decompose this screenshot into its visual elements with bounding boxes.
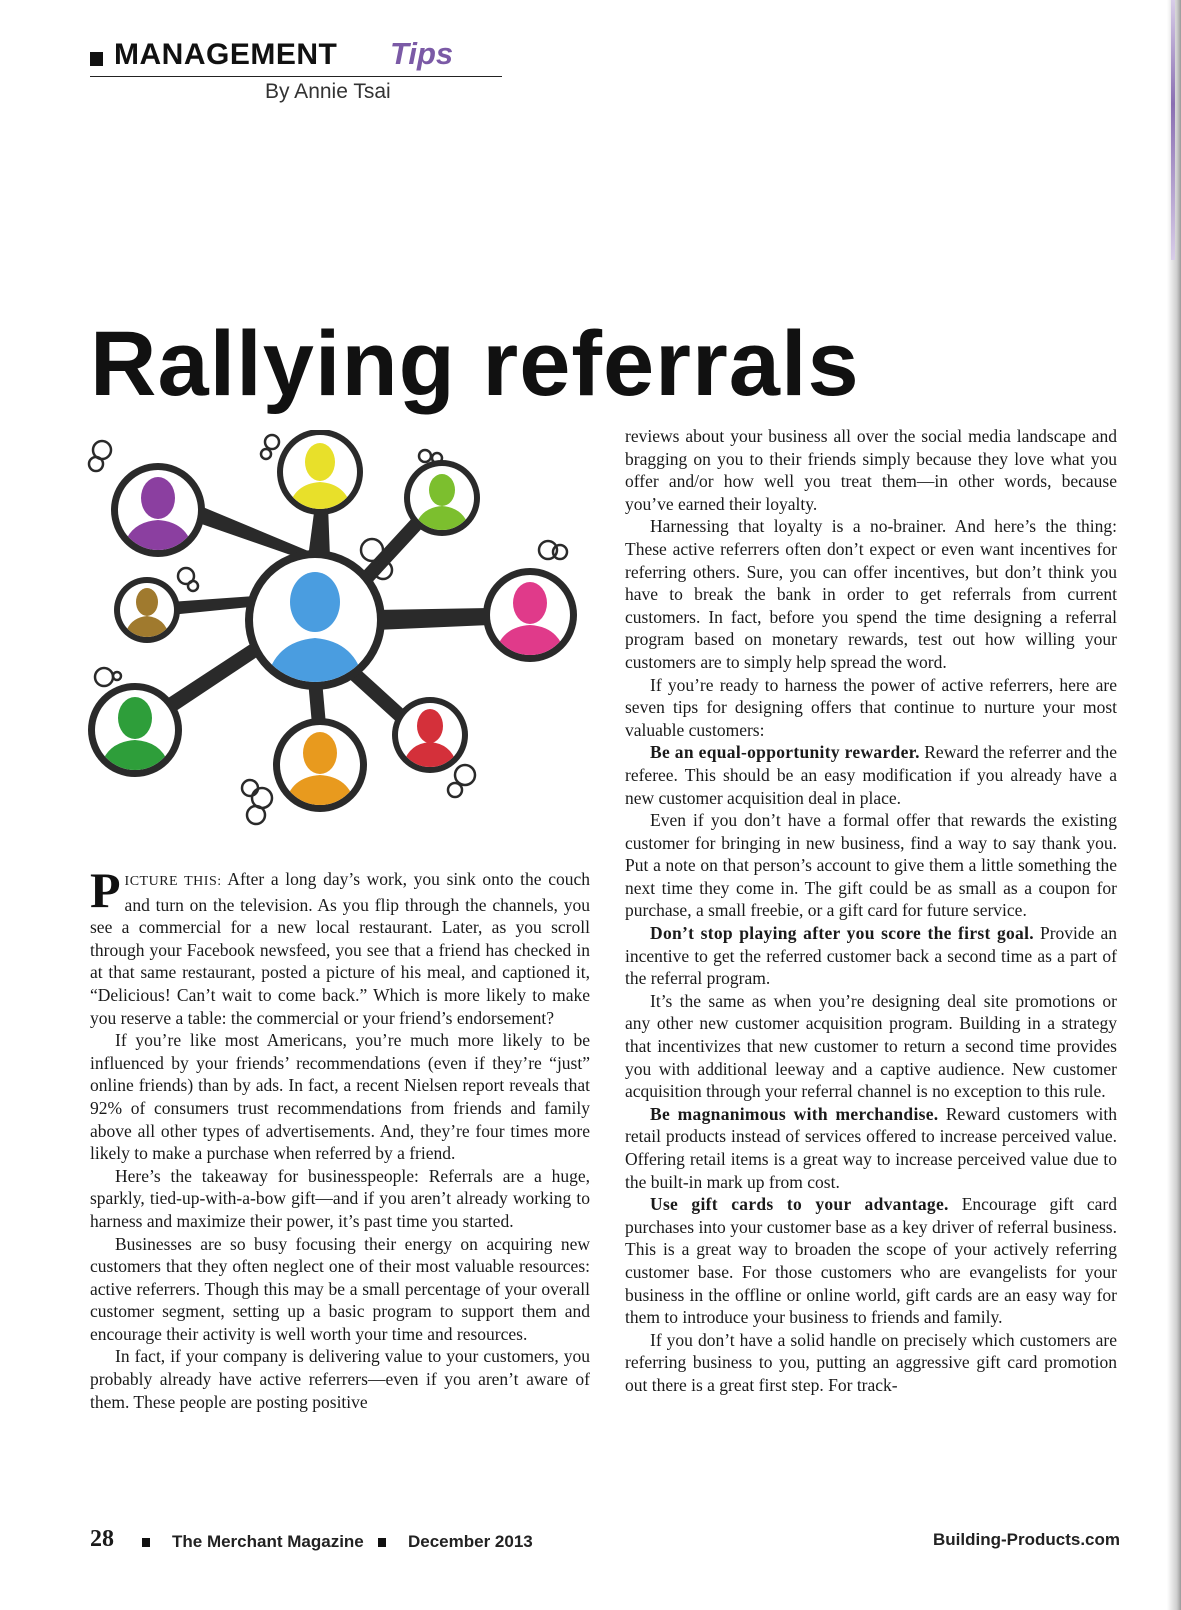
article-paragraph: It’s the same as when you’re designing deal site promotions or any other new customer acquisition program. Building in a strategy that incentivizes that new customer to return a second time provides you with additional leeway and a captive audience. New customer acquisition through your referral channel is no exception to this rule. — [625, 990, 1117, 1102]
avatar-brown-icon — [114, 577, 180, 643]
page-footer — [90, 1526, 1120, 1560]
article-headline: Rallying referrals — [90, 313, 860, 415]
article-paragraph: Businesses are so busy focusing their energy on acquiring new customers that they often neglect one of their most valuable resources: active referrers. Though this may be a small percentage of your overall customer segment, setting up a basic program to support them and encourage their activity is well worth your time and resources. — [90, 1233, 590, 1344]
tip-body: Provide an incentive to get the referred customer back a second time as a part of the referral program. — [625, 923, 1117, 989]
footer-bullet-square — [378, 1538, 386, 1547]
tip-body: Reward customers with retail products instead of services offered to increase perceived value. Offering retail items is a great way to increase perceived value due to the built-in mark up from cost. — [625, 1103, 1117, 1192]
avatar-center-blue-icon — [245, 550, 385, 690]
person-network-illustration — [80, 430, 595, 850]
article-paragraph: If you’re like most Americans, you’re much more likely to be influenced by your friends’ recommendations (even if they’re “just” online friends) than by ads. In fact, a recent Nielsen report reveals that 92% of consumers trust recommendations from friends and family above all other types of advertisements. And, they’re four times more likely to make a purchase when referred by a friend. — [90, 1030, 590, 1164]
page-number: 28 — [90, 1526, 114, 1552]
article-paragraph — [90, 862, 590, 1029]
article-column-left — [90, 862, 590, 1413]
tip-heading: Be an equal-opportunity rewarder. — [650, 742, 920, 763]
article-paragraph: In fact, if your company is delivering value to your customers, you probably already have active referrers—even if you aren’t aware of them. These people are posting positive — [90, 1346, 590, 1412]
byline: By Annie Tsai — [265, 80, 391, 103]
article-column-right — [625, 425, 1117, 1397]
tip-paragraph — [625, 922, 1117, 990]
avatar-purple-icon — [111, 463, 205, 557]
header-bullet-square — [90, 52, 103, 66]
section-header — [90, 38, 502, 77]
tip-heading: Use gift cards to your advantage. — [650, 1194, 949, 1215]
avatar-red-icon — [392, 697, 468, 773]
article-paragraph: Even if you don’t have a formal offer that rewards the existing customer for bringing in new business, find a way to say thank you. Put a note on that person’s account to give them a little something the next time they come in. The gift could be as small as a coupon for purchase, a small freebie, or a gift card for future service. — [625, 810, 1117, 921]
article-paragraph: reviews about your business all over the social media landscape and bragging on you to their friends simply because they love what you offer and/or how well you treat them—in other words, because you’ve earned their loyalty. — [625, 426, 1117, 514]
avatar-green-icon — [404, 460, 480, 536]
section-subtitle-tips: Tips — [390, 36, 454, 71]
drop-cap: P — [90, 862, 121, 918]
tip-body: Reward the referrer and the referee. This should be an easy modification if you already have a new customer acquisition deal in place. — [625, 742, 1118, 808]
footer-bullet-square — [142, 1538, 150, 1547]
article-paragraph: If you’re ready to harness the power of active referrers, here are seven tips for designing offers that continue to nurture your most valuable customers: — [625, 674, 1117, 740]
tip-heading: Be magnanimous with merchandise. — [650, 1103, 939, 1124]
avatar-pink-icon — [483, 568, 577, 662]
paragraph-text: After a long day’s work, you sink onto the couch and turn on the television. As you flip through the channels, you see a commercial for a new local restaurant. Later, as you scroll through your Facebook newsfeed, you see that a friend has checked in at that same restaurant, posted a picture of his meal, and captioned it, “Delicious! Can’t wait to come back.” Which is more likely to make you reserve a table: the commercial or your friend’s endorsement? — [90, 869, 590, 1028]
avatar-yellow-icon — [277, 430, 363, 515]
page-edge-accent — [1171, 0, 1175, 260]
avatar-dark-green-icon — [88, 683, 182, 777]
lead-in: ICTURE THIS: — [124, 874, 222, 889]
article-paragraph: If you don’t have a solid handle on precisely which customers are referring business to you, putting an aggressive gift card promotion out there is a great first step. For track- — [625, 1329, 1117, 1395]
tip-paragraph — [625, 741, 1117, 809]
tip-paragraph — [625, 1103, 1117, 1193]
tip-paragraph — [625, 1193, 1117, 1329]
section-title: MANAGEMENT — [114, 38, 338, 71]
tip-heading: Don’t stop playing after you score the first goal. — [650, 923, 1034, 944]
article-paragraph: Here’s the takeaway for businesspeople: Referrals are a huge, sparkly, tied-up-with-a-bow gift—and if you aren’t already working to harness and maximize their power, it’s past time you started. — [90, 1165, 590, 1231]
website-url: Building-Products.com — [933, 1530, 1120, 1549]
tip-body: Encourage gift card purchases into your customer base as a key driver of referral business. This is a great way to broaden the scope of your actively referring customer base. For those customers who are evangelists for your business in the offline or online world, gift cards are an easy way for them to introduce your business to friends and family. — [625, 1194, 1117, 1328]
avatar-orange-icon — [273, 718, 367, 812]
magazine-name: The Merchant Magazine — [172, 1532, 364, 1551]
issue-date: December 2013 — [408, 1532, 533, 1551]
article-paragraph: Harnessing that loyalty is a no-brainer. And here’s the thing: These active referrers often don’t expect or even want incentives for referring others. Sure, you can offer incentives, but don’t think you have to break the bank in order to get referrals from current customers. In fact, before you spend the time designing a referral program based on monetary rewards, test out how willing your customers are to simply help spread the word. — [625, 516, 1117, 672]
